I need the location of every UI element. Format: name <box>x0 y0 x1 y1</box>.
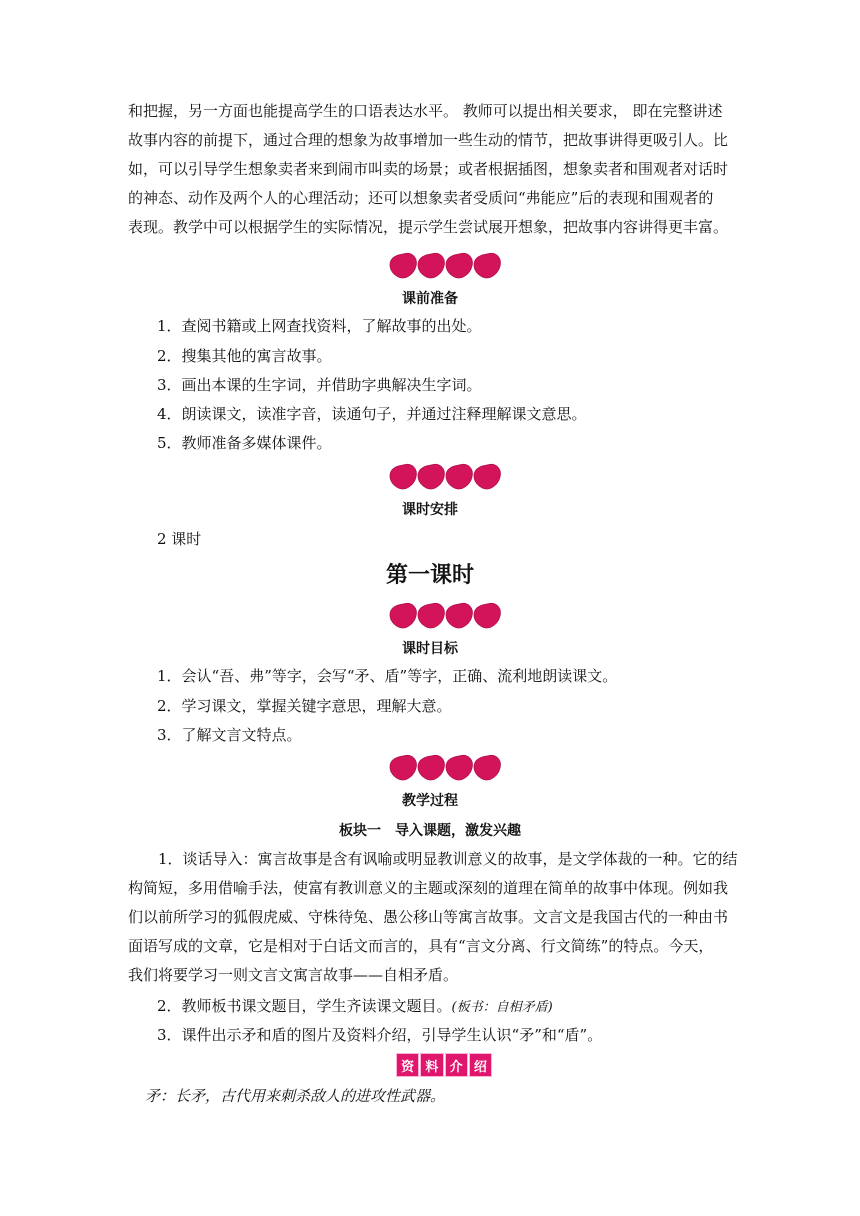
prep-item: 2．搜集其他的寓言故事。 <box>157 347 332 365</box>
process-line: 构简短，多用借喻手法，使富有教训意义的主题或深刻的道理在简单的故事中体现。例如我 <box>128 879 729 897</box>
flower-petal-icon <box>474 755 500 780</box>
intro-line: 和把握，另一方面也能提高学生的口语表达水平。 教师可以提出相关要求， 即在完整讲述 <box>128 102 723 120</box>
process-paragraph <box>128 845 738 990</box>
prep-item: 1．查阅书籍或上网查找资料，了解故事的出处。 <box>157 317 482 335</box>
goal-item: 3．了解文言文特点。 <box>157 726 302 744</box>
flower-petal-icon <box>474 603 500 628</box>
process-line: 面语写成的文章，它是相对于白话文而言的，具有“言文分离、行文简练”的特点。今天， <box>128 937 714 955</box>
process-line: 们以前所学习的狐假虎威、守株待兔、愚公移山等寓言故事。文言文是我国古代的一种由书 <box>128 908 729 926</box>
intro-line: 的神态、动作及两个人的心理活动；还可以想象卖者受质问“弗能应”后的表现和围观者的 <box>128 189 714 207</box>
ziliao-char: 介 <box>445 1053 468 1077</box>
process-item-3: 3．课件出示矛和盾的图片及资料介绍，引导学生认识“矛”和“盾”。 <box>157 1026 603 1044</box>
section-title-schedule: 课时安排 <box>402 502 458 518</box>
prep-item: 3．画出本课的生字词，并借助字典解决生字词。 <box>157 376 482 394</box>
ziliao-label <box>396 1053 492 1077</box>
flower-petal-icon <box>446 253 472 278</box>
flower-divider-icon <box>389 600 501 630</box>
schedule-text: 2 课时 <box>157 530 202 548</box>
flower-petal-icon <box>418 253 444 278</box>
process-item-2 <box>157 996 553 1018</box>
flower-petal-icon <box>418 755 444 780</box>
intro-line: 表现。教学中可以根据学生的实际情况，提示学生尝试展开想象，把故事内容讲得更丰富。 <box>128 218 729 236</box>
flower-divider-icon <box>389 250 501 280</box>
goal-item: 2．学习课文，掌握关键字意思，理解大意。 <box>157 697 452 715</box>
prep-item: 4．朗读课文，读准字音，读通句子，并通过注释理解课文意思。 <box>157 405 587 423</box>
intro-line: 如，可以引导学生想象卖者来到闹市叫卖的场景；或者根据插图，想象卖者和围观者对话时 <box>128 160 729 178</box>
process-line: 我们将要学习一则文言文寓言故事——自相矛盾。 <box>128 966 459 984</box>
flower-petal-icon <box>418 464 444 489</box>
flower-petal-icon <box>390 464 416 489</box>
flower-petal-icon <box>474 253 500 278</box>
flower-petal-icon <box>390 253 416 278</box>
flower-petal-icon <box>474 464 500 489</box>
flower-petal-icon <box>390 603 416 628</box>
process-item-2-text: 2．教师板书课文题目，学生齐读课文题目。 <box>157 997 452 1015</box>
ziliao-char: 绍 <box>469 1053 492 1077</box>
flower-divider-icon <box>389 752 501 782</box>
section-title-prep: 课前准备 <box>402 291 458 307</box>
flower-petal-icon <box>446 603 472 628</box>
board-note: (板书：自相矛盾) <box>451 1000 553 1015</box>
section-title-goals: 课时目标 <box>402 641 458 657</box>
flower-petal-icon <box>446 464 472 489</box>
ziliao-char: 资 <box>396 1053 419 1077</box>
process-line: 1．谈话导入：寓言故事是含有讽喻或明显教训意义的故事，是文学体裁的一种。它的结 <box>158 850 738 868</box>
flower-divider-icon <box>389 461 501 491</box>
flower-petal-icon <box>418 603 444 628</box>
lesson-title: 第一课时 <box>385 563 474 588</box>
ziliao-text: 矛：长矛，古代用来刺杀敌人的进攻性武器。 <box>145 1087 446 1105</box>
intro-paragraph <box>128 97 732 242</box>
flower-petal-icon <box>390 755 416 780</box>
prep-item: 5．教师准备多媒体课件。 <box>157 434 332 452</box>
block-title: 板块一 导入课题，激发兴趣 <box>339 823 521 839</box>
section-title-process: 教学过程 <box>402 793 458 809</box>
ziliao-char: 料 <box>420 1053 443 1077</box>
flower-petal-icon <box>446 755 472 780</box>
intro-line: 故事内容的前提下，通过合理的想象为故事增加一些生动的情节，把故事讲得更吸引人。比 <box>128 131 729 149</box>
goal-item: 1．会认“吾、弗”等字，会写“矛、盾”等字，正确、流利地朗读课文。 <box>157 667 618 685</box>
